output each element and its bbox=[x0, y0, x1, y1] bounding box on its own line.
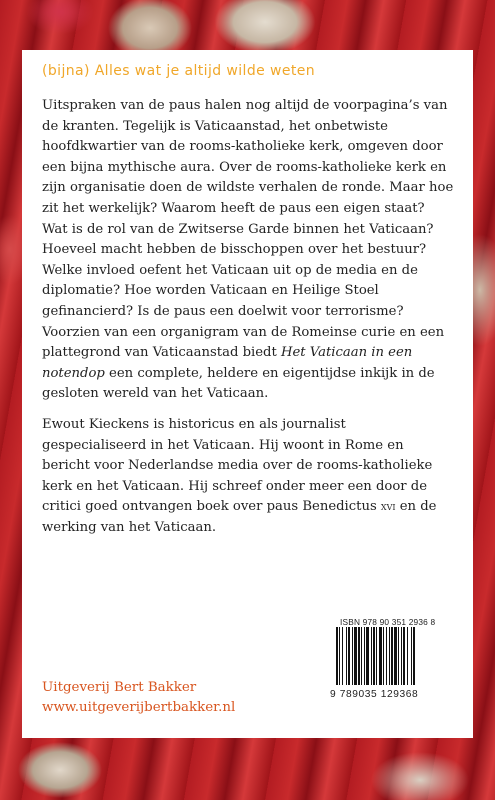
roman-numeral: xvi bbox=[380, 500, 396, 514]
blurb-paragraph bbox=[42, 96, 454, 405]
barcode-number: 9 789035 129368 bbox=[330, 689, 419, 700]
author-bio-text-1: Ewout Kieckens is historicus en als journalist gespecialiseerd in het Vaticaan. Hij woont in Rome en bericht voor Nederlandse media over de rooms-katholieke kerk en het Vaticaan. Hij schreef onder meer een door de critici goed ontvangen boek over paus Benedictus bbox=[42, 417, 433, 515]
barcode bbox=[336, 627, 448, 685]
book-title-italic: Het Vaticaan in een notendop bbox=[42, 345, 413, 381]
author-bio-paragraph bbox=[42, 415, 454, 539]
blurb-text-2: een complete, heldere en eigentijdse inkijk in de gesloten wereld van het Vaticaan. bbox=[42, 365, 435, 402]
author-bio-text-2: en de werking van het Vaticaan. bbox=[42, 499, 437, 535]
tagline: (bijna) Alles wat je altijd wilde weten bbox=[42, 63, 316, 79]
blurb-text-1: Uitspraken van de paus halen nog altijd de voorpagina’s van de kranten. Tegelijk is Vaticaanstad, het onbetwiste hoofdkwartier van de rooms-katholieke kerk, omgeven door een bijna mythische aura. Over de rooms-katholieke kerk en zijn organisatie doen de wildste verhalen de ronde. Maar hoe zit het werkelijk? Waarom heeft de paus een eigen staat? Wat is de rol van de Zwitserse Garde binnen het Vaticaan? Hoeveel macht hebben de bisschoppen over het bestuur? Welke invloed oefent het Vaticaan uit op de media en de diplomatie? Hoe worden Vaticaan en Heilige Stoel gefinancierd? Is de paus een doelwit voor terrorisme? Voorzien van een organigram van de Romeinse curie en een plattegrond van Vaticaanstad biedt bbox=[42, 98, 454, 361]
publisher-name: Uitgeverij Bert Bakker bbox=[42, 680, 197, 695]
publisher-block bbox=[42, 678, 235, 718]
isbn-label: ISBN 978 90 351 2936 8 bbox=[340, 617, 436, 627]
publisher-url[interactable]: www.uitgeverijbertbakker.nl bbox=[42, 700, 236, 715]
